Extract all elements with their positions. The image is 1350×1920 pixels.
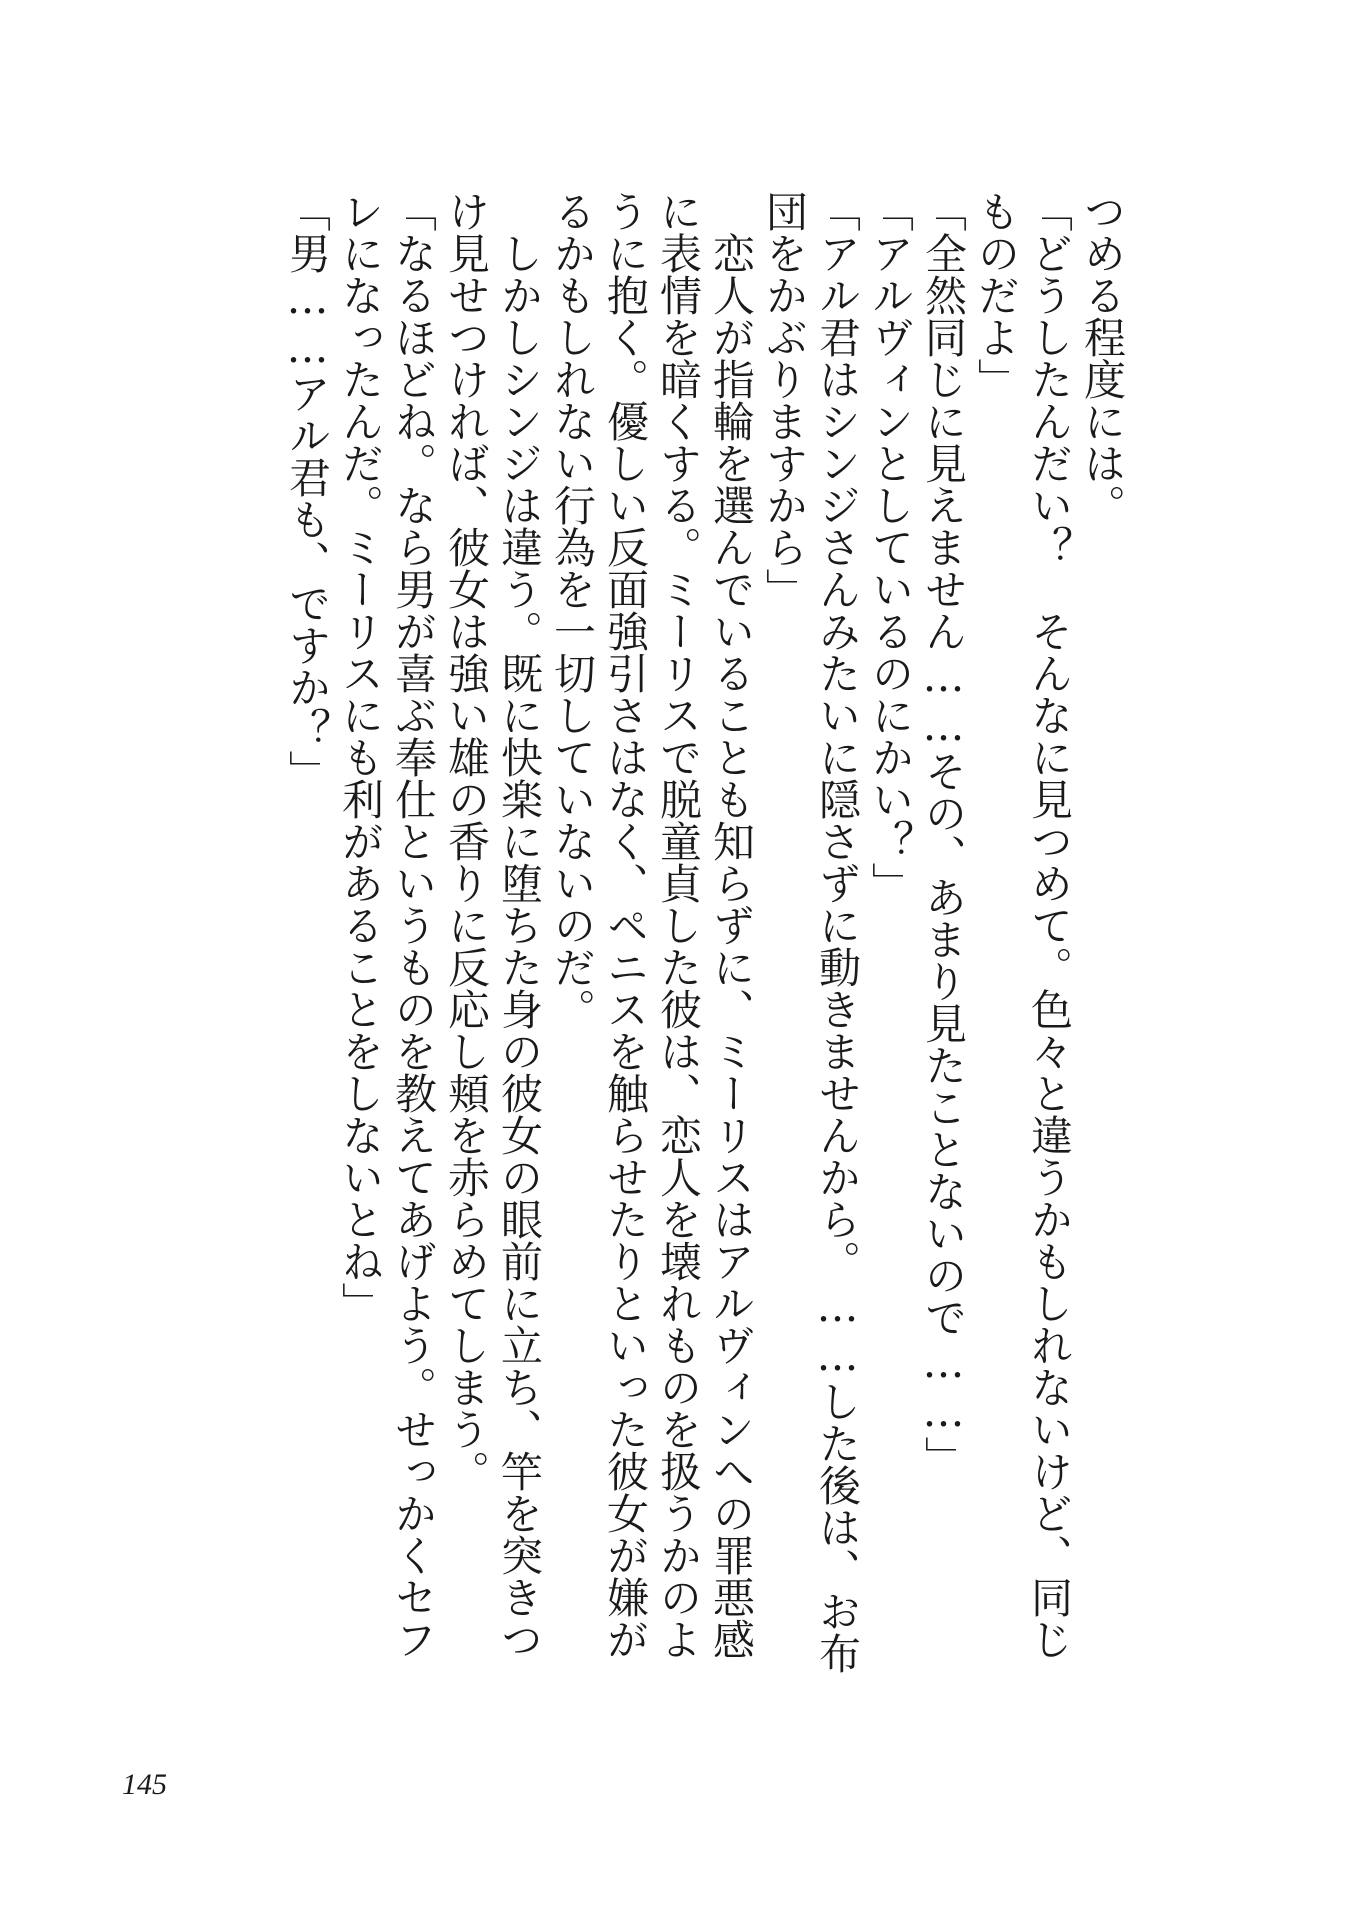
text-line: 「全然同じに見えません……その、あまり見たことないので……」	[919, 190, 968, 1478]
text-line: 団をかぶりますから」	[760, 190, 809, 610]
page-number: 145	[122, 1768, 167, 1801]
text-line: 「アルヴィンとしているのにかい？」	[866, 190, 915, 904]
text-line: け見せつければ、彼女は強い雄の香りに反応し頬を赤らめてしまう。	[442, 190, 491, 1492]
text-line: 「なるほどね。なら男が喜ぶ奉仕というものを教えてあげよう。せっかくセフ	[389, 190, 438, 1660]
text-line: に表情を暗くする。ミーリスで脱童貞した彼は、恋人を壊れものを扱うかのよ	[654, 190, 703, 1660]
text-line: 「アル君はシンジさんみたいに隠さずに動きませんから。……した後は、お布	[813, 190, 862, 1674]
text-line: 「男……アル君も、ですか？」	[283, 190, 332, 792]
vertical-text-block	[284, 190, 1125, 1750]
text-line: 恋人が指輪を選んでいることも知らずに、ミーリスはアルヴィンへの罪悪感	[707, 190, 756, 1660]
text-line: ものだよ」	[972, 190, 1021, 400]
text-line: うに抱く。優しい反面強引さはなく、ペニスを触らせたりといった彼女が嫌が	[601, 190, 650, 1660]
text-line: つめる程度には。	[1078, 190, 1127, 526]
text-line: 「どうしたんだい？ そんなに見つめて。色々と違うかもしれないけど、同じ	[1025, 190, 1074, 1660]
text-line: しかしシンジは違う。既に快楽に堕ちた身の彼女の眼前に立ち、竿を突きつ	[495, 190, 544, 1660]
text-line: るかもしれない行為を一切していないのだ。	[548, 190, 597, 1030]
text-line: レになったんだ。ミーリスにも利があることをしないとね」	[336, 190, 385, 1324]
